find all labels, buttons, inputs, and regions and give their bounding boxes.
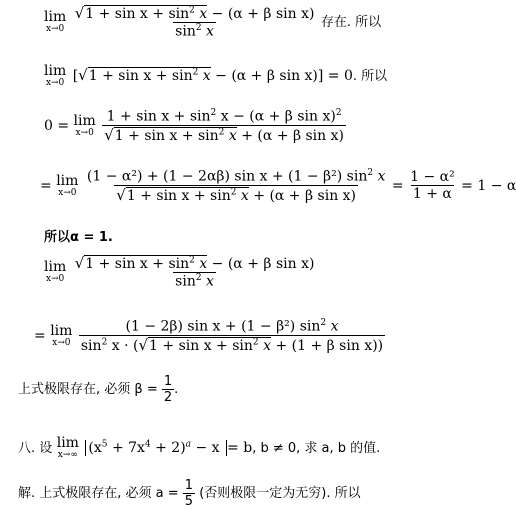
fraction: $\frac{√1 + \sin x + \sin^2 x - (\alpha + \beta \sin x)}{\sin^2 x}$ xyxy=(74,4,315,40)
fraction: $\frac{1}{5}$ xyxy=(184,478,194,509)
eq-row-10: 解. 上式极限存在, 必须 a = $\frac{1}{5}$ (否则极限一定为无穷). 所以 xyxy=(18,478,361,509)
fraction: $\frac{1}{2}$ xyxy=(163,374,173,405)
fraction: $\frac{(1 - 2\beta) \sin x + (1 - \beta^2) \sin^2 x}{\sin^2 x \cdot (√1 + \sin x + \sin^2 x + (1 + \beta \sin x))}$ xyxy=(80,318,384,354)
fraction: $\frac{(1 - \alpha^2) + (1 - 2\alpha\beta) \sin x + (1 - \beta^2) \sin^2 x}{√1 + \sin x + \sin^2 x + (\alpha + \beta \sin x)}$ xyxy=(86,168,386,204)
limit-operator: lim x→0 xyxy=(73,112,96,138)
eq-row-3: 0 = lim x→0 $\frac{1 + \sin x + \sin^2 x - (\alpha + \beta \sin x)^2}{√1 + \sin x + \sin^2 x + (\alpha + \beta \sin x)}$ xyxy=(44,108,344,144)
eq-row-8: 上式极限存在, 必须 β = $\frac{1}{2}$ . xyxy=(18,374,179,405)
eq-row-9: 八. 设 lim x→∞ $(x^5 + 7x^4 + 2)^a - x = b$, b ≠ 0, 求 a, b 的值. xyxy=(18,435,381,460)
eq-row-4: = lim x→0 $\frac{(1 - \alpha^2) + (1 - 2\alpha\beta) \sin x + (1 - \beta^2) \sin^2 x}{√1 + \sin x + \sin^2 x + (\alpha + \beta \sin x)}$ = $\frac{\text{1 − α²}}{1 + \alpha}$ = 1 − α xyxy=(40,168,516,204)
eq-row-2: lim x→0 [$√1 + \sin x + \sin^2 x - (\alpha + \beta$ sin x)] = 0. 所以 xyxy=(44,63,388,88)
eq-row-5: 所以α = 1. xyxy=(44,230,113,245)
text-tail: 存在. 所以 xyxy=(320,14,382,30)
fraction: $\frac{1 + \sin x + \sin^2 x - (\alpha + \beta \sin x)^2}{√1 + \sin x + \sin^2 x + (\alpha + \beta \sin x)}$ xyxy=(104,108,344,144)
eq-row-1 xyxy=(44,4,381,40)
limit-operator: lim x→0 xyxy=(44,258,67,284)
fraction: $\frac{√1 + \sin x + \sin^2 x - (\alpha + \beta \sin x)}{\sin^2 x}$ xyxy=(74,254,315,290)
eq-row-7: = lim x→0 $\frac{(1 - 2\beta) \sin x + (1 - \beta^2) \sin^2 x}{\sin^2 x \cdot (√1 + \sin x + \sin^2 x + (1 + \beta \sin x))}$ xyxy=(34,318,384,354)
limit-operator: lim x→0 xyxy=(56,172,79,198)
limit-operator: lim x→0 xyxy=(44,8,67,34)
eq-row-6 xyxy=(44,254,316,290)
fraction: $\frac{\text{1 − α²}}{1 + \alpha}$ xyxy=(410,169,455,203)
limit-operator: lim x→0 xyxy=(44,63,67,88)
limit-operator: lim x→∞ xyxy=(56,435,79,460)
limit-operator: lim x→0 xyxy=(50,322,73,348)
